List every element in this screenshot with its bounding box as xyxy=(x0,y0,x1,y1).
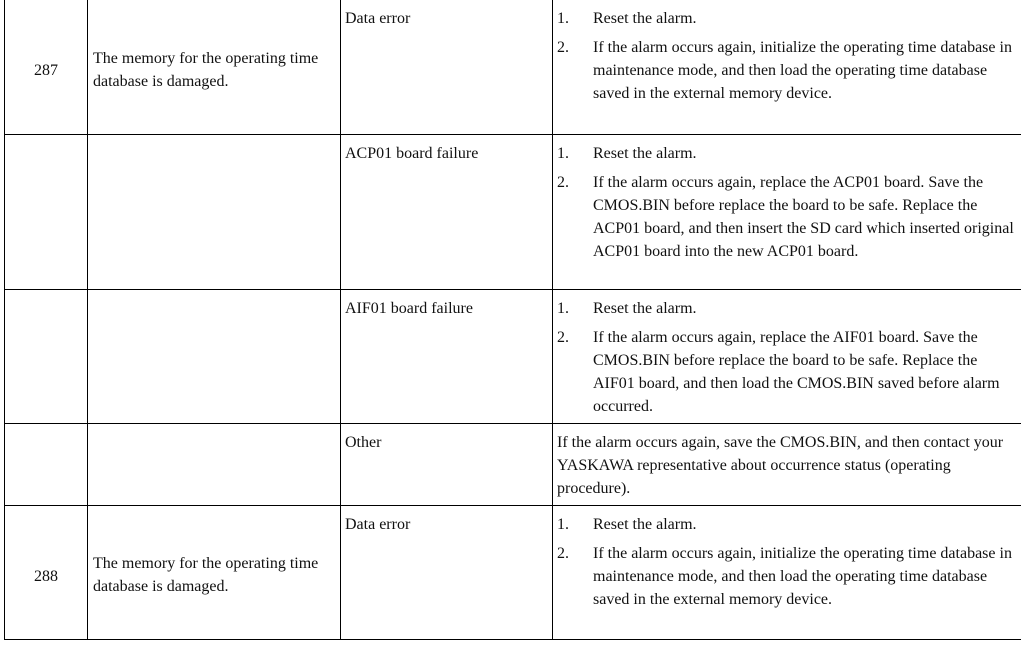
description-cell xyxy=(88,289,341,423)
alarm-number-cell xyxy=(5,0,88,134)
alarm-description: The memory for the operating time database is damaged. xyxy=(93,49,319,90)
remedy-cell xyxy=(553,0,1021,134)
remedy-step xyxy=(557,326,1020,418)
table-row xyxy=(5,289,1021,423)
cause-cell xyxy=(341,0,553,134)
remedy-step xyxy=(557,36,1020,105)
table-row xyxy=(5,134,1021,289)
alarm-number xyxy=(5,208,87,216)
step-number: 2. xyxy=(557,173,569,191)
remedy-cell xyxy=(553,289,1021,423)
step-text: Reset the alarm. xyxy=(593,144,697,162)
alarm-description: The memory for the operating time database is damaged. xyxy=(93,555,319,595)
alarm-cause: Other xyxy=(345,433,382,451)
step-number: 1. xyxy=(557,10,569,27)
step-text: If the alarm occurs again, replace the AIF01 board. Save the CMOS.BIN before replace the board to be safe. Replace the AIF01 board, and then load the CMOS.BIN saved before alarm occurred. xyxy=(593,328,1000,415)
remedy-cell xyxy=(553,505,1021,639)
remedy-cell xyxy=(553,134,1021,289)
alarm-cause: Data error xyxy=(345,515,411,533)
remedy-steps xyxy=(557,513,1020,611)
alarm-number xyxy=(5,352,87,360)
remedy-step xyxy=(557,142,1020,165)
remedy-steps xyxy=(557,142,1020,263)
step-number: 1. xyxy=(557,299,569,317)
alarm-description xyxy=(93,353,340,359)
remedy-text: If the alarm occurs again, save the CMOS.BIN, and then contact your YASKAWA representative about occurrence status (operating procedure). xyxy=(557,433,1004,497)
description-cell xyxy=(88,505,341,639)
step-text: Reset the alarm. xyxy=(593,515,697,533)
description-cell xyxy=(88,134,341,289)
step-number: 2. xyxy=(557,328,569,346)
remedy-step xyxy=(557,7,1020,30)
step-number: 2. xyxy=(557,39,569,56)
alarm-number xyxy=(5,460,87,468)
cause-cell xyxy=(341,134,553,289)
remedy-step xyxy=(557,171,1020,263)
alarm-table xyxy=(4,0,1021,640)
table-row xyxy=(5,505,1021,639)
remedy-step xyxy=(557,542,1020,611)
step-number: 1. xyxy=(557,515,569,533)
cause-cell xyxy=(341,423,553,505)
remedy-steps xyxy=(557,297,1020,418)
description-cell xyxy=(88,0,341,134)
table-row xyxy=(5,423,1021,505)
alarm-cause: ACP01 board failure xyxy=(345,144,479,162)
step-text: If the alarm occurs again, initialize the operating time database in maintenance mode, and then load the operating time database saved in the external memory device. xyxy=(593,544,1012,608)
table-row xyxy=(5,0,1021,134)
alarm-number-cell xyxy=(5,505,88,639)
alarm-number-cell xyxy=(5,289,88,423)
description-cell xyxy=(88,423,341,505)
remedy-step xyxy=(557,297,1020,320)
step-text: Reset the alarm. xyxy=(593,299,697,317)
alarm-number: 288 xyxy=(34,567,58,585)
alarm-number: 287 xyxy=(34,62,58,80)
remedy-steps xyxy=(557,7,1020,105)
step-text: If the alarm occurs again, replace the ACP01 board. Save the CMOS.BIN before replace the board to be safe. Replace the ACP01 board, and then insert the SD card which inserted original ACP01 board into the new ACP01 board. xyxy=(593,173,1014,260)
step-text: Reset the alarm. xyxy=(593,10,697,27)
alarm-description xyxy=(93,461,340,467)
alarm-number-cell xyxy=(5,423,88,505)
alarm-description xyxy=(93,209,340,215)
alarm-cause: AIF01 board failure xyxy=(345,299,473,317)
step-number: 1. xyxy=(557,144,569,162)
alarm-cause: Data error xyxy=(345,10,411,27)
remedy-step xyxy=(557,513,1020,536)
step-number: 2. xyxy=(557,544,569,562)
remedy-cell xyxy=(553,423,1021,505)
cause-cell xyxy=(341,505,553,639)
alarm-number-cell xyxy=(5,134,88,289)
cause-cell xyxy=(341,289,553,423)
step-text: If the alarm occurs again, initialize the operating time database in maintenance mode, and then load the operating time database saved in the external memory device. xyxy=(593,39,1012,102)
